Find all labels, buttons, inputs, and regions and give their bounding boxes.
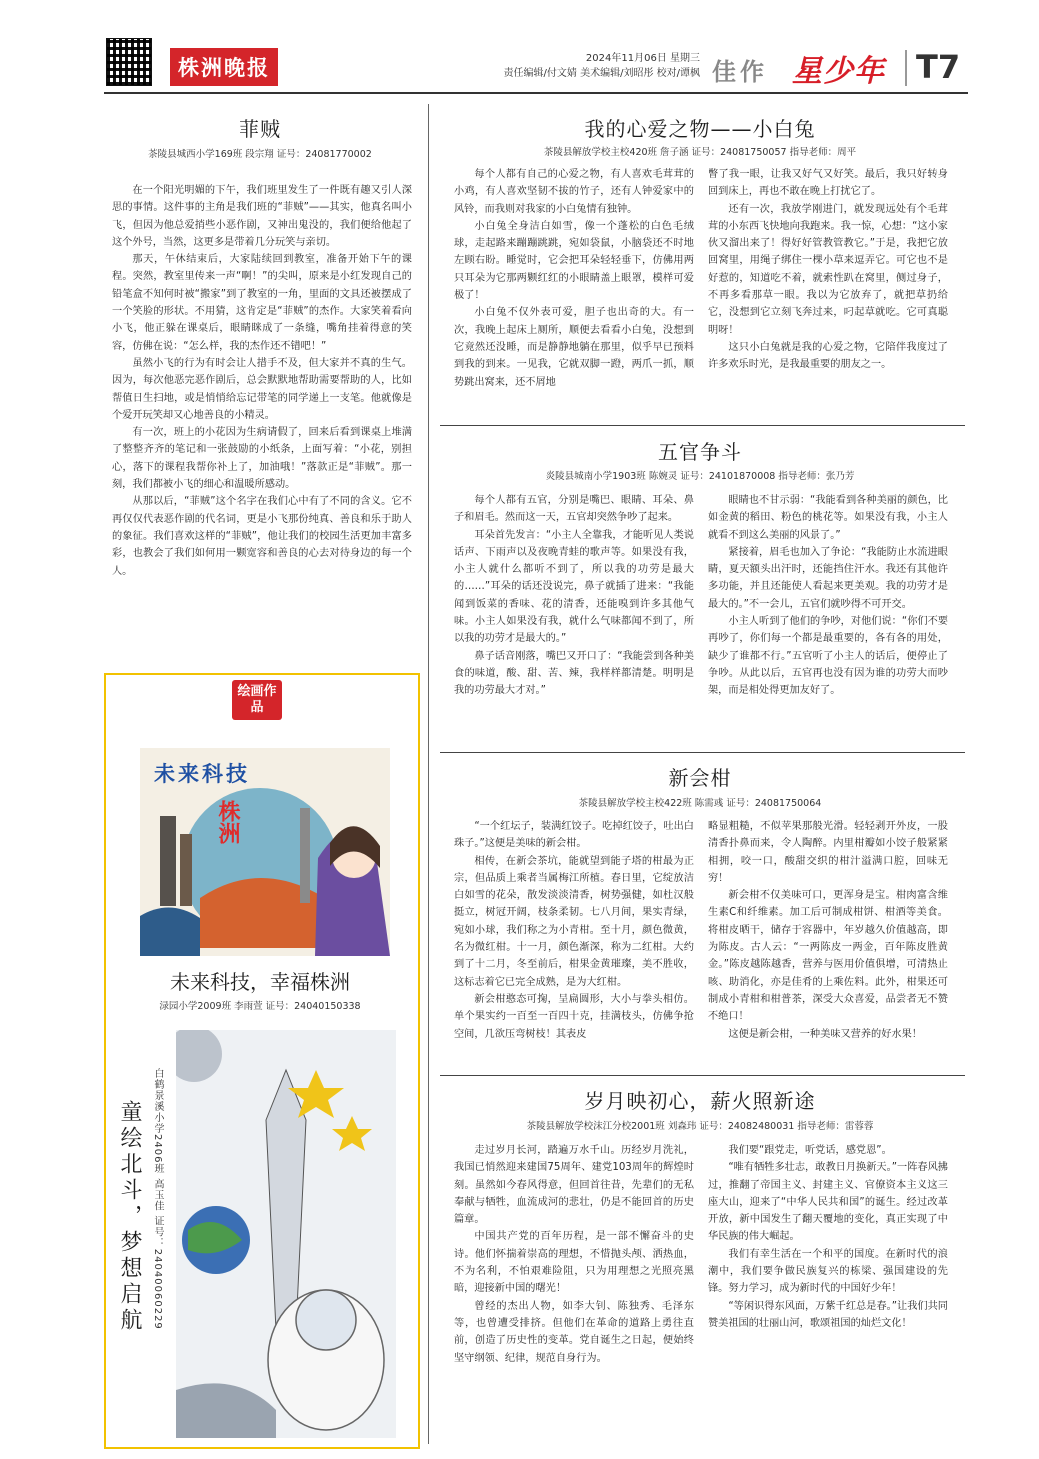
paragraph: 耳朵首先发言：“小主人全靠我，才能听见人类说话声、下雨声以及夜晚青蛙的歌声等。如果没有我，小主人就什么都听不到了，所以我的功劳是最大的……”耳朵的话还没说完，鼻子就插了进来：“我能闻到饭菜的香味、花的清香，还能嗅到许多其他气味。小主人如果没有我，就什么气味都闻不到了，所以我的功劳才是最大的。” [454,529,694,645]
article-body-suiyue-col2 [708,1142,948,1332]
divider [440,752,965,753]
article-body-xinhuigan-col1 [454,818,694,1043]
paragraph: 这只小白兔就是我的心爱之物，它陪伴我度过了许多欢乐时光，是我最重要的朋友之一。 [708,341,948,371]
article-title-rabbit: 我的心爱之物——小白兔 [584,117,816,141]
paragraph: “一个红坛子，装满红饺子。吃掉红饺子，吐出白珠子。”这便是美味的新会柑。 [454,821,694,850]
newspaper-logo: 株洲晚报 [170,48,278,86]
paragraph: 在一个阳光明媚的下午，我们班里发生了一件既有趣又引人深思的事情。这件事的主角是我们班的“菲贼”——其实，他真名叫小飞，但因为他总爱捎些小恶作剧，又神出鬼没的，我们便给他起了这个外号，当然，这更多是带着几分玩笑与亲切。 [112,185,412,248]
paragraph: 小主人听到了他们的争吵，对他们说：“你们不要再吵了，你们每一个都是最重要的，各有各的用处，缺少了谁都不行。”五官听了小主人的话后，便停止了争吵。从此以后，五官再也没有因为谁的功劳大而吵架，而是相处得更加友好了。 [708,616,948,697]
paragraph: 有一次，班上的小花因为生病请假了，回来后看到课桌上堆满了整整齐齐的笔记和一张鼓励的小纸条，上面写着：“小花，别担心，落下的课程我帮你补上了，加油哦！”落款正是“菲贼”。那一刻，我们都被小飞的细心和温暖所感动。 [112,427,412,491]
column-divider [428,104,429,1444]
section-name: 佳作 [712,58,768,86]
paragraph: 这便是新会柑，一种美味又营养的好水果！ [728,1028,922,1040]
article-title-xinhuigan: 新会柑 [668,766,732,790]
paragraph: 瞥了我一眼，让我又好气又好笑。最后，我只好转身回到床上，再也不敢在晚上打扰它了。 [708,169,948,198]
paragraph: 略显粗糙，不似苹果那般光滑。轻轻剥开外皮，一股清香扑鼻而来，令人陶醉。内里柑瓣如小饺子般紧紧相拥，咬一口，酸甜交织的柑汁溢满口腔，回味无穷！ [708,821,948,884]
paragraph: 小白兔全身洁白如雪，像一个蓬松的白色毛绒球，走起路来蹦蹦跳跳，宛如袋鼠，小脑袋还不时地左顾右盼。睡觉时，它会把耳朵轻轻垂下，仿佛用两只耳朵为它那两颗红红的小眼睛盖上眼罩，模样可爱极了！ [454,220,694,302]
paragraph: “唯有牺牲多壮志，敢教日月换新天。”一阵春风拂过，推翻了帝国主义、封建主义、官僚资本主义这三座大山，迎来了“中华人民共和国”的诞生。经过改革开放，新中国发生了翻天覆地的变化，真正实现了中华民族的伟大崛起。 [708,1162,948,1243]
brand-name: 星少年 [792,54,885,89]
article-body-suiyue-col1 [454,1142,694,1367]
art-byline-1: 渌园小学2009班 李雨萱 证号：24040150338 [159,1001,361,1012]
byline-suiyue: 茶陵县解放学校沫江分校2001班 刘森玮 证号：24082480031 指导老师：雷蓉蓉 [526,1121,874,1132]
article-body-xinhuigan-col2 [708,818,948,1043]
paragraph: 曾经的杰出人物，如李大钊、陈独秀、毛泽东等，也曾遭受排挤。但他们在革命的道路上勇往直前，创造了历史性的变革。党自诞生之日起，便始终坚守纲领、纪律，规范自身行为。 [454,1300,694,1364]
paragraph: 眼睛也不甘示弱：“我能看到各种美丽的颜色，比如金黄的稻田、粉色的桃花等。如果没有我，小主人就看不到这么美丽的风景了。” [708,495,948,541]
art-banner-text: 未来科技 [154,762,250,786]
byline-feizei: 茶陵县城西小学169班 段宗翔 证号：24081770002 [148,149,372,160]
byline-rabbit: 茶陵县解放学校主校420班 詹子涵 证号：24081750057 指导老师：周平 [543,147,857,158]
paragraph: 我们要“跟党走，听党话，感党恩”。 [728,1145,892,1156]
artwork-beidou [176,1030,396,1438]
art-byline-2: 白鹤景溪小学2406班 高玉佳 证号：24040060229 [152,1068,163,1330]
header-rule [104,92,968,94]
article-title-feizei: 菲贼 [239,117,281,141]
paragraph: 紧接着，眉毛也加入了争论：“我能防止水流进眼睛，夏天额头出汗时，还能挡住汗水。我还有其他许多功能，并且还能使人看起来更美观。我的功劳才是最大的。”不一会儿，五官们就吵得不可开交。 [708,546,948,610]
header-divider [905,50,907,86]
paragraph: 从那以后，“菲贼”这个名字在我们心中有了不同的含义。它不再仅仅代表恶作剧的代名词，更是小飞那份纯真、善良和乐于助人的象征。我们喜欢这样的“菲贼”，他让我们的校园生活更加丰富多彩，也教会了我们如何用一颗宽容和善良的心去对待身边的每一个人。 [112,496,412,577]
article-title-suiyue: 岁月映初心，薪火照新途 [584,1089,816,1113]
paragraph: 新会柑不仅美味可口，更浑身是宝。柑肉富含维生素C和纤维素。加工后可制成柑饼、柑酒等美食。将柑皮晒干，储存于容器中，年岁越久价值越高，即为陈皮。古人云：“一两陈皮一两金，百年陈皮胜黄金。”陈皮越陈越香，营养与医用价值俱增，可清热止咳、助消化，亦是佳肴的上乘佐料。此外，柑果还可制成小青柑和柑普茶，深受大众喜爱，品尝者无不赞不绝口！ [708,890,948,1023]
qr-code [106,38,152,86]
article-body-rabbit-col1 [454,166,694,391]
article-body-rabbit-col2 [708,166,948,374]
paragraph: 走过岁月长河，踏遍万水千山。历经岁月洗礼，我国已悄然迎来建国75周年、建党103周年的辉煌时刻。虽然如今春风得意，但回首往昔，先辈们的无私奉献与牺牲，血流成河的悲壮，仍是不能回首的历史篇章。 [454,1145,694,1226]
paragraph: 每个人都有五官，分别是嘴巴、眼睛、耳朵、鼻子和眉毛。然而这一天，五官却突然争吵了起来。 [454,495,694,524]
paragraph: 新会柑憨态可掬，呈扁圆形，大小与拳头相仿。单个果实约一百至一百四十克，挂满枝头，仿佛争抢空间，几欲压弯树枝！其表皮 [454,993,694,1040]
paragraph: 中国共产党的百年历程，是一部不懈奋斗的史诗。他们怀揣着崇高的理想，不惜抛头颅、洒热血，不为名利，不怕艰难险阻，只为用理想之光照亮黑暗，迎接新中国的曙光！ [454,1231,694,1295]
paragraph: 我们有幸生活在一个和平的国度。在新时代的浪潮中，我们要争做民族复兴的栋梁、强国建设的先锋。努力学习，成为新时代的中国好少年！ [708,1248,948,1295]
article-body-wuguan-col1 [454,492,694,700]
paragraph: 虽然小飞的行为有时会让人措手不及，但大家并不真的生气。因为，每次他恶完恶作剧后，总会默默地帮助需要帮助的人，比如帮值日生扫地，或是悄悄给忘记带笔的同学递上一支笔。他就像是个爱开玩笑却又心地善良的小精灵。 [112,357,412,421]
paragraph: 鼻子话音刚落，嘴巴又开口了：“我能尝到各种美食的味道，酸、甜、苦、辣，我样样都清楚。明明是我的功劳最大才对。” [454,650,694,697]
divider [440,1075,965,1076]
paragraph: 那天，午休结束后，大家陆续回到教室，准备开始下午的课程。突然，教室里传来一声“啊！”的尖叫，原来是小红发现自己的铅笔盒不知何时被“搬家”到了教室的一角，里面的文具还被摆成了一个笑脸的形状。不用猜，这肯定是“菲贼”的杰作。大家笑着看向小飞，他正躲在课桌后，眼睛眯成了一条缝，嘴角挂着得意的笑容，仿佛在说：“怎么样，我的杰作还不错吧！” [112,254,412,352]
paragraph: 还有一次，我放学刚进门，就发现远处有个毛茸茸的小东西飞快地向我跑来。我一惊，心想：“这小家伙又溜出来了！得好好管教管教它。”于是，我把它放回窝里，用绳子绑住一棵小草来逗弄它。可它也不是好惹的，知道吃不着，就索性趴在窝里，侧过身子，不再多看那草一眼。我以为它放弃了，就把草扔给它，没想到它立刻飞奔过来，叼起草就吃。它可真聪明呀！ [708,203,948,336]
art-title-2: 童绘北斗，梦想启航 [117,1100,142,1334]
paragraph: 每个人都有自己的心爱之物，有人喜欢毛茸茸的小鸡，有人喜欢坚韧不拔的竹子，还有人钟爱家中的风铃，而我则对我家的小白兔情有独钟。 [454,169,694,215]
paragraph: 相传，在新会茶坑，能就望到能子塔的柑最为正宗，但品质上乘者当属梅江所植。春日里，它绽放洁白如雪的花朵，散发淡淡清香，树势强健，如杜汉般挺立，树冠开阔，枝条柔韧。七八月间，果实青绿，宛如小球，我们称之为小青柑。至十月，颜色微黄，名为微红柑。十一月，颜色渐深，称为二红柑。大约到了十二月，冬至前后，柑果金黄璀璨，美不胜收，这标志着它已完全成熟，是为大红柑。 [454,855,694,988]
paragraph: 小白兔不仅外表可爱，胆子也出奇的大。有一次，我晚上起床上厕所，顺便去看看小白兔，没想到它竟然还没睡，而是静静地躺在那里，似乎早已预料到我的到来。一见我，它就双脚一蹬，两爪一抓，顺势跳出窝来，还不屑地 [454,307,694,388]
date-line: 2024年11月06日 星期三 [585,53,700,64]
paragraph: “等闲识得东风面，万紫千红总是春。”让我们共同赞美祖国的壮丽山河，歌颂祖国的灿烂文化！ [708,1300,948,1329]
article-body-feizei [112,182,412,580]
artwork-drawing [176,1030,396,1438]
byline-wuguan: 炎陵县城南小学1903班 陈婉灵 证号：24101870008 指导老师：张乃芳 [545,471,855,482]
divider [440,425,965,426]
byline-xinhuigan: 茶陵县解放学校主校422班 陈需彧 证号：24081750064 [578,798,822,809]
page-number: T7 [916,48,961,86]
art-badge: 绘画作品 [232,680,282,720]
article-body-wuguan-col2 [708,492,948,700]
art-city-text: 株洲 [215,800,240,844]
editors-line: 责任编辑/付文婧 美术编辑/刘昭彤 校对/谭枫 [503,68,700,79]
article-title-wuguan: 五官争斗 [658,440,742,464]
art-caption-1: 未来科技，幸福株洲 [170,970,350,994]
